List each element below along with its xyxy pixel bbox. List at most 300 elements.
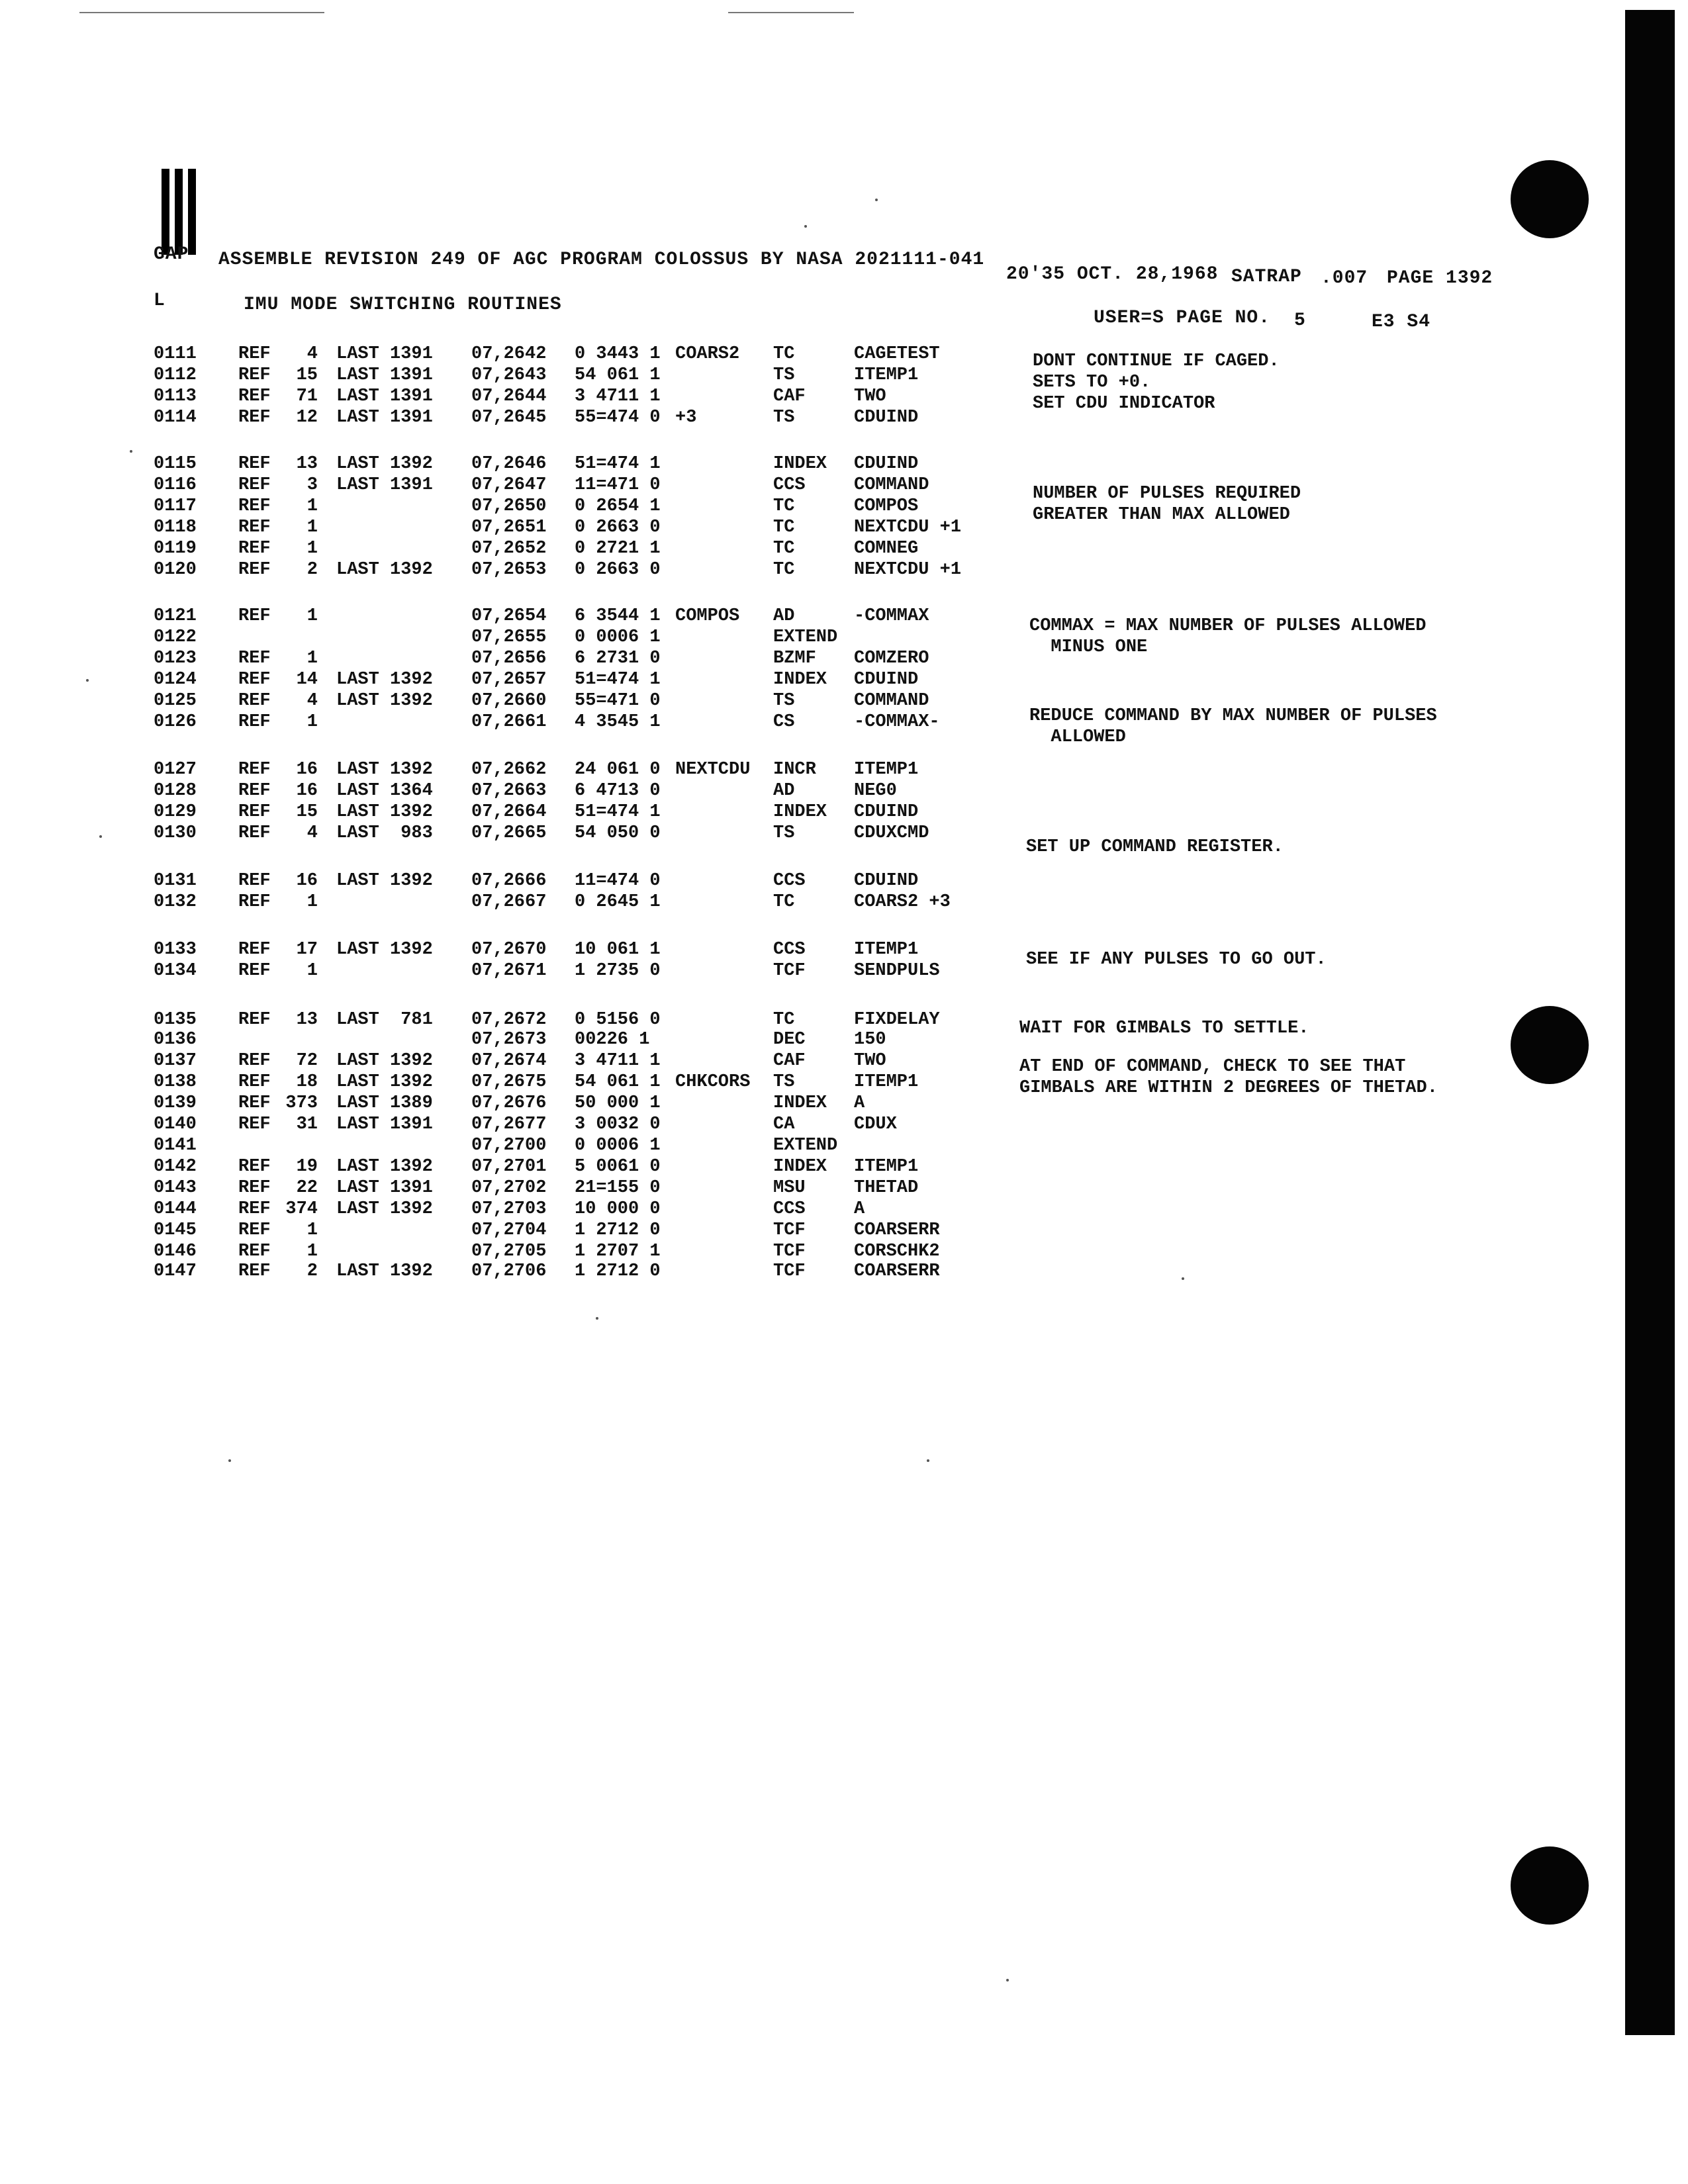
scan-speck bbox=[1182, 1277, 1184, 1280]
row-arg: CDUX bbox=[854, 1115, 897, 1134]
row-last: LAST 1391 bbox=[336, 408, 433, 428]
row-last: LAST 1392 bbox=[336, 560, 433, 580]
listing-row bbox=[0, 1115, 1622, 1136]
row-ref: REF bbox=[238, 691, 271, 711]
row-ref: REF bbox=[238, 760, 271, 780]
listing-row bbox=[0, 940, 1622, 961]
row-arg: A bbox=[854, 1199, 865, 1219]
row-seq: 0117 bbox=[154, 496, 197, 516]
row-num: 15 bbox=[296, 365, 318, 385]
row-op: EXTEND bbox=[773, 1136, 838, 1156]
scan-speck bbox=[596, 1317, 598, 1320]
row-seq: 0138 bbox=[154, 1072, 197, 1092]
row-addr: 07,2664 bbox=[471, 802, 547, 822]
row-ref: REF bbox=[238, 781, 271, 801]
scan-speck bbox=[875, 199, 878, 201]
row-op: BZMF bbox=[773, 649, 816, 668]
row-op: INDEX bbox=[773, 1157, 827, 1177]
row-num: 16 bbox=[296, 871, 318, 891]
row-last: LAST 1392 bbox=[336, 940, 433, 960]
row-seq: 0125 bbox=[154, 691, 197, 711]
row-addr: 07,2656 bbox=[471, 649, 547, 668]
row-addr: 07,2661 bbox=[471, 712, 547, 732]
row-ref: REF bbox=[238, 1010, 271, 1030]
row-seq: 0122 bbox=[154, 627, 197, 647]
listing-row bbox=[0, 823, 1622, 844]
row-num: 71 bbox=[296, 387, 318, 406]
row-seq: 0130 bbox=[154, 823, 197, 843]
scan-speck bbox=[1006, 1979, 1009, 1981]
row-code: 1 2712 0 bbox=[575, 1261, 661, 1281]
row-arg: NEXTCDU +1 bbox=[854, 518, 962, 537]
row-addr: 07,2700 bbox=[471, 1136, 547, 1156]
row-code: 54 061 1 bbox=[575, 365, 661, 385]
listing-row bbox=[0, 1242, 1622, 1263]
row-label: NEXTCDU bbox=[675, 760, 751, 780]
row-arg: -COMMAX- bbox=[854, 712, 940, 732]
row-seq: 0111 bbox=[154, 344, 197, 364]
row-addr: 07,2653 bbox=[471, 560, 547, 580]
comment-line: AT END OF COMMAND, CHECK TO SEE THAT bbox=[1019, 1057, 1406, 1077]
row-num: 1 bbox=[306, 496, 318, 516]
row-seq: 0147 bbox=[154, 1261, 197, 1281]
row-ref: REF bbox=[238, 539, 271, 559]
row-op: TC bbox=[773, 496, 795, 516]
listing-row bbox=[0, 1010, 1622, 1031]
scan-bottom-margin bbox=[0, 2035, 1675, 2184]
row-arg: CDUIND bbox=[854, 802, 919, 822]
row-arg: ITEMP1 bbox=[854, 940, 919, 960]
row-num: 374 bbox=[285, 1199, 318, 1219]
punch-hole-icon bbox=[1511, 1846, 1589, 1925]
row-num: 4 bbox=[306, 344, 318, 364]
row-num: 1 bbox=[306, 892, 318, 912]
row-seq: 0139 bbox=[154, 1093, 197, 1113]
row-op: TS bbox=[773, 691, 795, 711]
row-label: COMPOS bbox=[675, 606, 740, 626]
comment-line: GREATER THAN MAX ALLOWED bbox=[1033, 505, 1290, 525]
row-ref: REF bbox=[238, 1242, 271, 1261]
row-seq: 0146 bbox=[154, 1242, 197, 1261]
row-op: TCF bbox=[773, 1242, 806, 1261]
row-op: TS bbox=[773, 1072, 795, 1092]
row-ref: REF bbox=[238, 940, 271, 960]
listing-row bbox=[0, 892, 1622, 913]
row-last: LAST 1392 bbox=[336, 871, 433, 891]
row-op: INDEX bbox=[773, 802, 827, 822]
row-num: 72 bbox=[296, 1051, 318, 1071]
listing-row bbox=[0, 649, 1622, 670]
row-addr: 07,2702 bbox=[471, 1178, 547, 1198]
row-num: 2 bbox=[306, 1261, 318, 1281]
row-addr: 07,2677 bbox=[471, 1115, 547, 1134]
row-code: 6 3544 1 bbox=[575, 606, 661, 626]
row-addr: 07,2642 bbox=[471, 344, 547, 364]
row-code: 3 4711 1 bbox=[575, 387, 661, 406]
row-num: 4 bbox=[306, 823, 318, 843]
row-num: 3 bbox=[306, 475, 318, 495]
row-seq: 0129 bbox=[154, 802, 197, 822]
row-arg: NEXTCDU +1 bbox=[854, 560, 962, 580]
row-op: AD bbox=[773, 606, 795, 626]
row-last: LAST 1391 bbox=[336, 1178, 433, 1198]
row-code: 0 2663 0 bbox=[575, 518, 661, 537]
row-addr: 07,2643 bbox=[471, 365, 547, 385]
top-edge-line bbox=[728, 12, 854, 13]
row-ref: REF bbox=[238, 408, 271, 428]
row-addr: 07,2704 bbox=[471, 1220, 547, 1240]
scan-speck bbox=[99, 835, 102, 838]
scan-speck bbox=[927, 1459, 929, 1462]
row-code: 11=474 0 bbox=[575, 871, 661, 891]
row-arg: A bbox=[854, 1093, 865, 1113]
row-arg: COARS2 +3 bbox=[854, 892, 951, 912]
row-arg: 150 bbox=[854, 1030, 886, 1050]
row-code: 6 2731 0 bbox=[575, 649, 661, 668]
row-op: AD bbox=[773, 781, 795, 801]
row-addr: 07,2674 bbox=[471, 1051, 547, 1071]
top-edge-line bbox=[79, 12, 324, 13]
section-title: IMU MODE SWITCHING ROUTINES bbox=[244, 295, 562, 315]
row-op: CAF bbox=[773, 1051, 806, 1071]
row-seq: 0127 bbox=[154, 760, 197, 780]
row-seq: 0133 bbox=[154, 940, 197, 960]
row-addr: 07,2665 bbox=[471, 823, 547, 843]
row-addr: 07,2663 bbox=[471, 781, 547, 801]
row-ref: REF bbox=[238, 1178, 271, 1198]
listing-row bbox=[0, 1220, 1622, 1242]
row-op: CCS bbox=[773, 475, 806, 495]
row-arg: CDUIND bbox=[854, 454, 919, 474]
comment-line: SEE IF ANY PULSES TO GO OUT. bbox=[1026, 950, 1327, 970]
row-seq: 0132 bbox=[154, 892, 197, 912]
row-ref: REF bbox=[238, 1220, 271, 1240]
row-num: 1 bbox=[306, 606, 318, 626]
row-code: 1 2735 0 bbox=[575, 961, 661, 981]
listing-row bbox=[0, 871, 1622, 892]
row-ref: REF bbox=[238, 560, 271, 580]
row-seq: 0137 bbox=[154, 1051, 197, 1071]
row-last: LAST 1391 bbox=[336, 1115, 433, 1134]
row-code: 51=474 1 bbox=[575, 802, 661, 822]
row-seq: 0134 bbox=[154, 961, 197, 981]
row-addr: 07,2662 bbox=[471, 760, 547, 780]
header-marker: GAP bbox=[154, 244, 189, 265]
row-seq: 0118 bbox=[154, 518, 197, 537]
row-seq: 0144 bbox=[154, 1199, 197, 1219]
comment-line: REDUCE COMMAND BY MAX NUMBER OF PULSES bbox=[1029, 706, 1437, 726]
row-num: 18 bbox=[296, 1072, 318, 1092]
row-ref: REF bbox=[238, 1157, 271, 1177]
row-code: 50 000 1 bbox=[575, 1093, 661, 1113]
scan-speck bbox=[228, 1459, 231, 1462]
row-code: 0 2663 0 bbox=[575, 560, 661, 580]
row-op: TS bbox=[773, 823, 795, 843]
row-op: TC bbox=[773, 1010, 795, 1030]
row-arg: FIXDELAY bbox=[854, 1010, 940, 1030]
section-letter: L bbox=[154, 291, 165, 311]
row-op: TC bbox=[773, 518, 795, 537]
row-seq: 0143 bbox=[154, 1178, 197, 1198]
row-num: 12 bbox=[296, 408, 318, 428]
user-page-number: 5 bbox=[1294, 310, 1306, 331]
row-addr: 07,2657 bbox=[471, 670, 547, 690]
row-op: TC bbox=[773, 560, 795, 580]
row-num: 13 bbox=[296, 454, 318, 474]
row-seq: 0112 bbox=[154, 365, 197, 385]
row-code: 0 5156 0 bbox=[575, 1010, 661, 1030]
scan-edge-bar bbox=[1625, 10, 1675, 2035]
comment-line: SET CDU INDICATOR bbox=[1033, 394, 1215, 414]
row-op: TS bbox=[773, 408, 795, 428]
row-num: 1 bbox=[306, 712, 318, 732]
row-num: 14 bbox=[296, 670, 318, 690]
row-op: TC bbox=[773, 539, 795, 559]
row-code: 55=474 0 bbox=[575, 408, 661, 428]
row-addr: 07,2647 bbox=[471, 475, 547, 495]
row-label: CHKCORS bbox=[675, 1072, 751, 1092]
row-ref: REF bbox=[238, 1199, 271, 1219]
row-arg: TWO bbox=[854, 387, 886, 406]
row-ref: REF bbox=[238, 454, 271, 474]
row-num: 17 bbox=[296, 940, 318, 960]
row-arg: CDUIND bbox=[854, 670, 919, 690]
row-num: 1 bbox=[306, 518, 318, 537]
row-code: 11=471 0 bbox=[575, 475, 661, 495]
user-page-label: USER=S PAGE NO. bbox=[1094, 308, 1271, 328]
row-num: 15 bbox=[296, 802, 318, 822]
row-seq: 0128 bbox=[154, 781, 197, 801]
row-code: 6 4713 0 bbox=[575, 781, 661, 801]
row-code: 00226 1 bbox=[575, 1030, 650, 1050]
listing-row bbox=[0, 365, 1622, 387]
row-code: 3 4711 1 bbox=[575, 1051, 661, 1071]
row-arg: COMMAND bbox=[854, 475, 929, 495]
row-ref: REF bbox=[238, 387, 271, 406]
row-code: 4 3545 1 bbox=[575, 712, 661, 732]
row-num: 4 bbox=[306, 691, 318, 711]
row-num: 19 bbox=[296, 1157, 318, 1177]
row-addr: 07,2703 bbox=[471, 1199, 547, 1219]
row-ref: REF bbox=[238, 365, 271, 385]
row-op: TC bbox=[773, 892, 795, 912]
listing-row bbox=[0, 518, 1622, 539]
row-seq: 0121 bbox=[154, 606, 197, 626]
row-code: 5 0061 0 bbox=[575, 1157, 661, 1177]
row-code: 10 061 1 bbox=[575, 940, 661, 960]
row-addr: 07,2650 bbox=[471, 496, 547, 516]
row-last: LAST 1391 bbox=[336, 365, 433, 385]
row-addr: 07,2670 bbox=[471, 940, 547, 960]
row-op: TCF bbox=[773, 961, 806, 981]
row-ref: REF bbox=[238, 1051, 271, 1071]
row-num: 1 bbox=[306, 539, 318, 559]
row-op: CAF bbox=[773, 387, 806, 406]
row-addr: 07,2655 bbox=[471, 627, 547, 647]
row-num: 1 bbox=[306, 1220, 318, 1240]
row-seq: 0119 bbox=[154, 539, 197, 559]
row-ref: REF bbox=[238, 649, 271, 668]
comment-line: GIMBALS ARE WITHIN 2 DEGREES OF THETAD. bbox=[1019, 1078, 1438, 1098]
row-addr: 07,2652 bbox=[471, 539, 547, 559]
row-code: 1 2707 1 bbox=[575, 1242, 661, 1261]
row-code: 0 3443 1 bbox=[575, 344, 661, 364]
row-arg: THETAD bbox=[854, 1178, 919, 1198]
listing-row bbox=[0, 670, 1622, 691]
row-op: CA bbox=[773, 1115, 795, 1134]
row-arg: COARSERR bbox=[854, 1220, 940, 1240]
row-arg: CDUXCMD bbox=[854, 823, 929, 843]
row-ref: REF bbox=[238, 518, 271, 537]
row-ref: REF bbox=[238, 606, 271, 626]
row-last: LAST 1391 bbox=[336, 344, 433, 364]
row-last: LAST 1392 bbox=[336, 670, 433, 690]
row-op: CCS bbox=[773, 1199, 806, 1219]
row-last: LAST 1392 bbox=[336, 691, 433, 711]
listing-row bbox=[0, 387, 1622, 408]
listing-row bbox=[0, 1199, 1622, 1220]
comment-line: WAIT FOR GIMBALS TO SETTLE. bbox=[1019, 1019, 1309, 1038]
row-last: LAST 1364 bbox=[336, 781, 433, 801]
row-num: 31 bbox=[296, 1115, 318, 1134]
row-arg: NEG0 bbox=[854, 781, 897, 801]
row-ref: REF bbox=[238, 475, 271, 495]
row-addr: 07,2671 bbox=[471, 961, 547, 981]
row-last: LAST 1392 bbox=[336, 802, 433, 822]
header-datetime: 20'35 OCT. 28,1968 bbox=[1006, 264, 1219, 285]
row-arg: COMZERO bbox=[854, 649, 929, 668]
row-ref: REF bbox=[238, 823, 271, 843]
row-last: LAST 1392 bbox=[336, 1261, 433, 1281]
row-arg: CDUIND bbox=[854, 871, 919, 891]
row-num: 1 bbox=[306, 961, 318, 981]
listing-row bbox=[0, 475, 1622, 496]
listing-row bbox=[0, 344, 1622, 365]
row-op: TS bbox=[773, 365, 795, 385]
row-arg: COARSERR bbox=[854, 1261, 940, 1281]
punch-hole-icon bbox=[1511, 160, 1589, 238]
row-seq: 0140 bbox=[154, 1115, 197, 1134]
row-arg: ITEMP1 bbox=[854, 365, 919, 385]
row-ref: REF bbox=[238, 1072, 271, 1092]
row-seq: 0124 bbox=[154, 670, 197, 690]
row-last: LAST 1391 bbox=[336, 475, 433, 495]
row-ref: REF bbox=[238, 1093, 271, 1113]
row-arg: COMPOS bbox=[854, 496, 919, 516]
row-arg: COMNEG bbox=[854, 539, 919, 559]
comment-line: NUMBER OF PULSES REQUIRED bbox=[1033, 484, 1301, 504]
row-seq: 0113 bbox=[154, 387, 197, 406]
header-title: ASSEMBLE REVISION 249 OF AGC PROGRAM COLOSSUS BY NASA 2021111-041 bbox=[218, 250, 985, 270]
row-num: 22 bbox=[296, 1178, 318, 1198]
comment-line: DONT CONTINUE IF CAGED. bbox=[1033, 351, 1280, 371]
row-num: 2 bbox=[306, 560, 318, 580]
row-addr: 07,2666 bbox=[471, 871, 547, 891]
row-seq: 0115 bbox=[154, 454, 197, 474]
row-code: 21=155 0 bbox=[575, 1178, 661, 1198]
row-seq: 0123 bbox=[154, 649, 197, 668]
row-code: 24 061 0 bbox=[575, 760, 661, 780]
row-code: 0 2645 1 bbox=[575, 892, 661, 912]
scan-speck bbox=[804, 225, 807, 228]
row-code: 51=474 1 bbox=[575, 454, 661, 474]
row-op: TCF bbox=[773, 1261, 806, 1281]
row-code: 1 2712 0 bbox=[575, 1220, 661, 1240]
row-ref: REF bbox=[238, 496, 271, 516]
row-op: INDEX bbox=[773, 1093, 827, 1113]
header-page: PAGE 1392 bbox=[1387, 268, 1493, 289]
row-ref: REF bbox=[238, 670, 271, 690]
row-last: LAST 1392 bbox=[336, 760, 433, 780]
row-label: +3 bbox=[675, 408, 697, 428]
row-addr: 07,2676 bbox=[471, 1093, 547, 1113]
row-op: TCF bbox=[773, 1220, 806, 1240]
row-op: MSU bbox=[773, 1178, 806, 1198]
row-label: COARS2 bbox=[675, 344, 740, 364]
row-code: 0 0006 1 bbox=[575, 627, 661, 647]
comment-line: MINUS ONE bbox=[1029, 637, 1148, 657]
listing-row bbox=[0, 781, 1622, 802]
row-arg: COMMAND bbox=[854, 691, 929, 711]
listing-row bbox=[0, 961, 1622, 982]
listing-row bbox=[0, 1157, 1622, 1178]
row-code: 0 2654 1 bbox=[575, 496, 661, 516]
row-op: INDEX bbox=[773, 454, 827, 474]
row-seq: 0126 bbox=[154, 712, 197, 732]
listing-row bbox=[0, 1136, 1622, 1157]
row-last: LAST 1392 bbox=[336, 1051, 433, 1071]
row-arg: ITEMP1 bbox=[854, 760, 919, 780]
row-ref: REF bbox=[238, 871, 271, 891]
listing-row bbox=[0, 760, 1622, 781]
row-addr: 07,2672 bbox=[471, 1010, 547, 1030]
row-num: 373 bbox=[285, 1093, 318, 1113]
header-version: .007 bbox=[1321, 268, 1368, 289]
listing-row bbox=[0, 496, 1622, 518]
row-last: LAST 1392 bbox=[336, 1199, 433, 1219]
row-addr: 07,2644 bbox=[471, 387, 547, 406]
row-addr: 07,2651 bbox=[471, 518, 547, 537]
row-op: DEC bbox=[773, 1030, 806, 1050]
row-arg: CAGETEST bbox=[854, 344, 940, 364]
listing-row bbox=[0, 454, 1622, 475]
row-arg: ITEMP1 bbox=[854, 1157, 919, 1177]
row-code: 51=474 1 bbox=[575, 670, 661, 690]
row-arg: TWO bbox=[854, 1051, 886, 1071]
row-code: 0 2721 1 bbox=[575, 539, 661, 559]
row-last: LAST 983 bbox=[336, 823, 433, 843]
row-ref: REF bbox=[238, 712, 271, 732]
row-code: 3 0032 0 bbox=[575, 1115, 661, 1134]
row-op: CCS bbox=[773, 871, 806, 891]
row-arg: SENDPULS bbox=[854, 961, 940, 981]
row-code: 54 050 0 bbox=[575, 823, 661, 843]
row-last: LAST 1392 bbox=[336, 1072, 433, 1092]
row-seq: 0135 bbox=[154, 1010, 197, 1030]
row-arg: ITEMP1 bbox=[854, 1072, 919, 1092]
row-seq: 0116 bbox=[154, 475, 197, 495]
listing-row bbox=[0, 802, 1622, 823]
listing-row bbox=[0, 1030, 1622, 1051]
row-op: TC bbox=[773, 344, 795, 364]
row-addr: 07,2673 bbox=[471, 1030, 547, 1050]
row-arg: CORSCHK2 bbox=[854, 1242, 940, 1261]
row-seq: 0141 bbox=[154, 1136, 197, 1156]
row-code: 55=471 0 bbox=[575, 691, 661, 711]
row-op: CCS bbox=[773, 940, 806, 960]
row-seq: 0136 bbox=[154, 1030, 197, 1050]
row-addr: 07,2701 bbox=[471, 1157, 547, 1177]
